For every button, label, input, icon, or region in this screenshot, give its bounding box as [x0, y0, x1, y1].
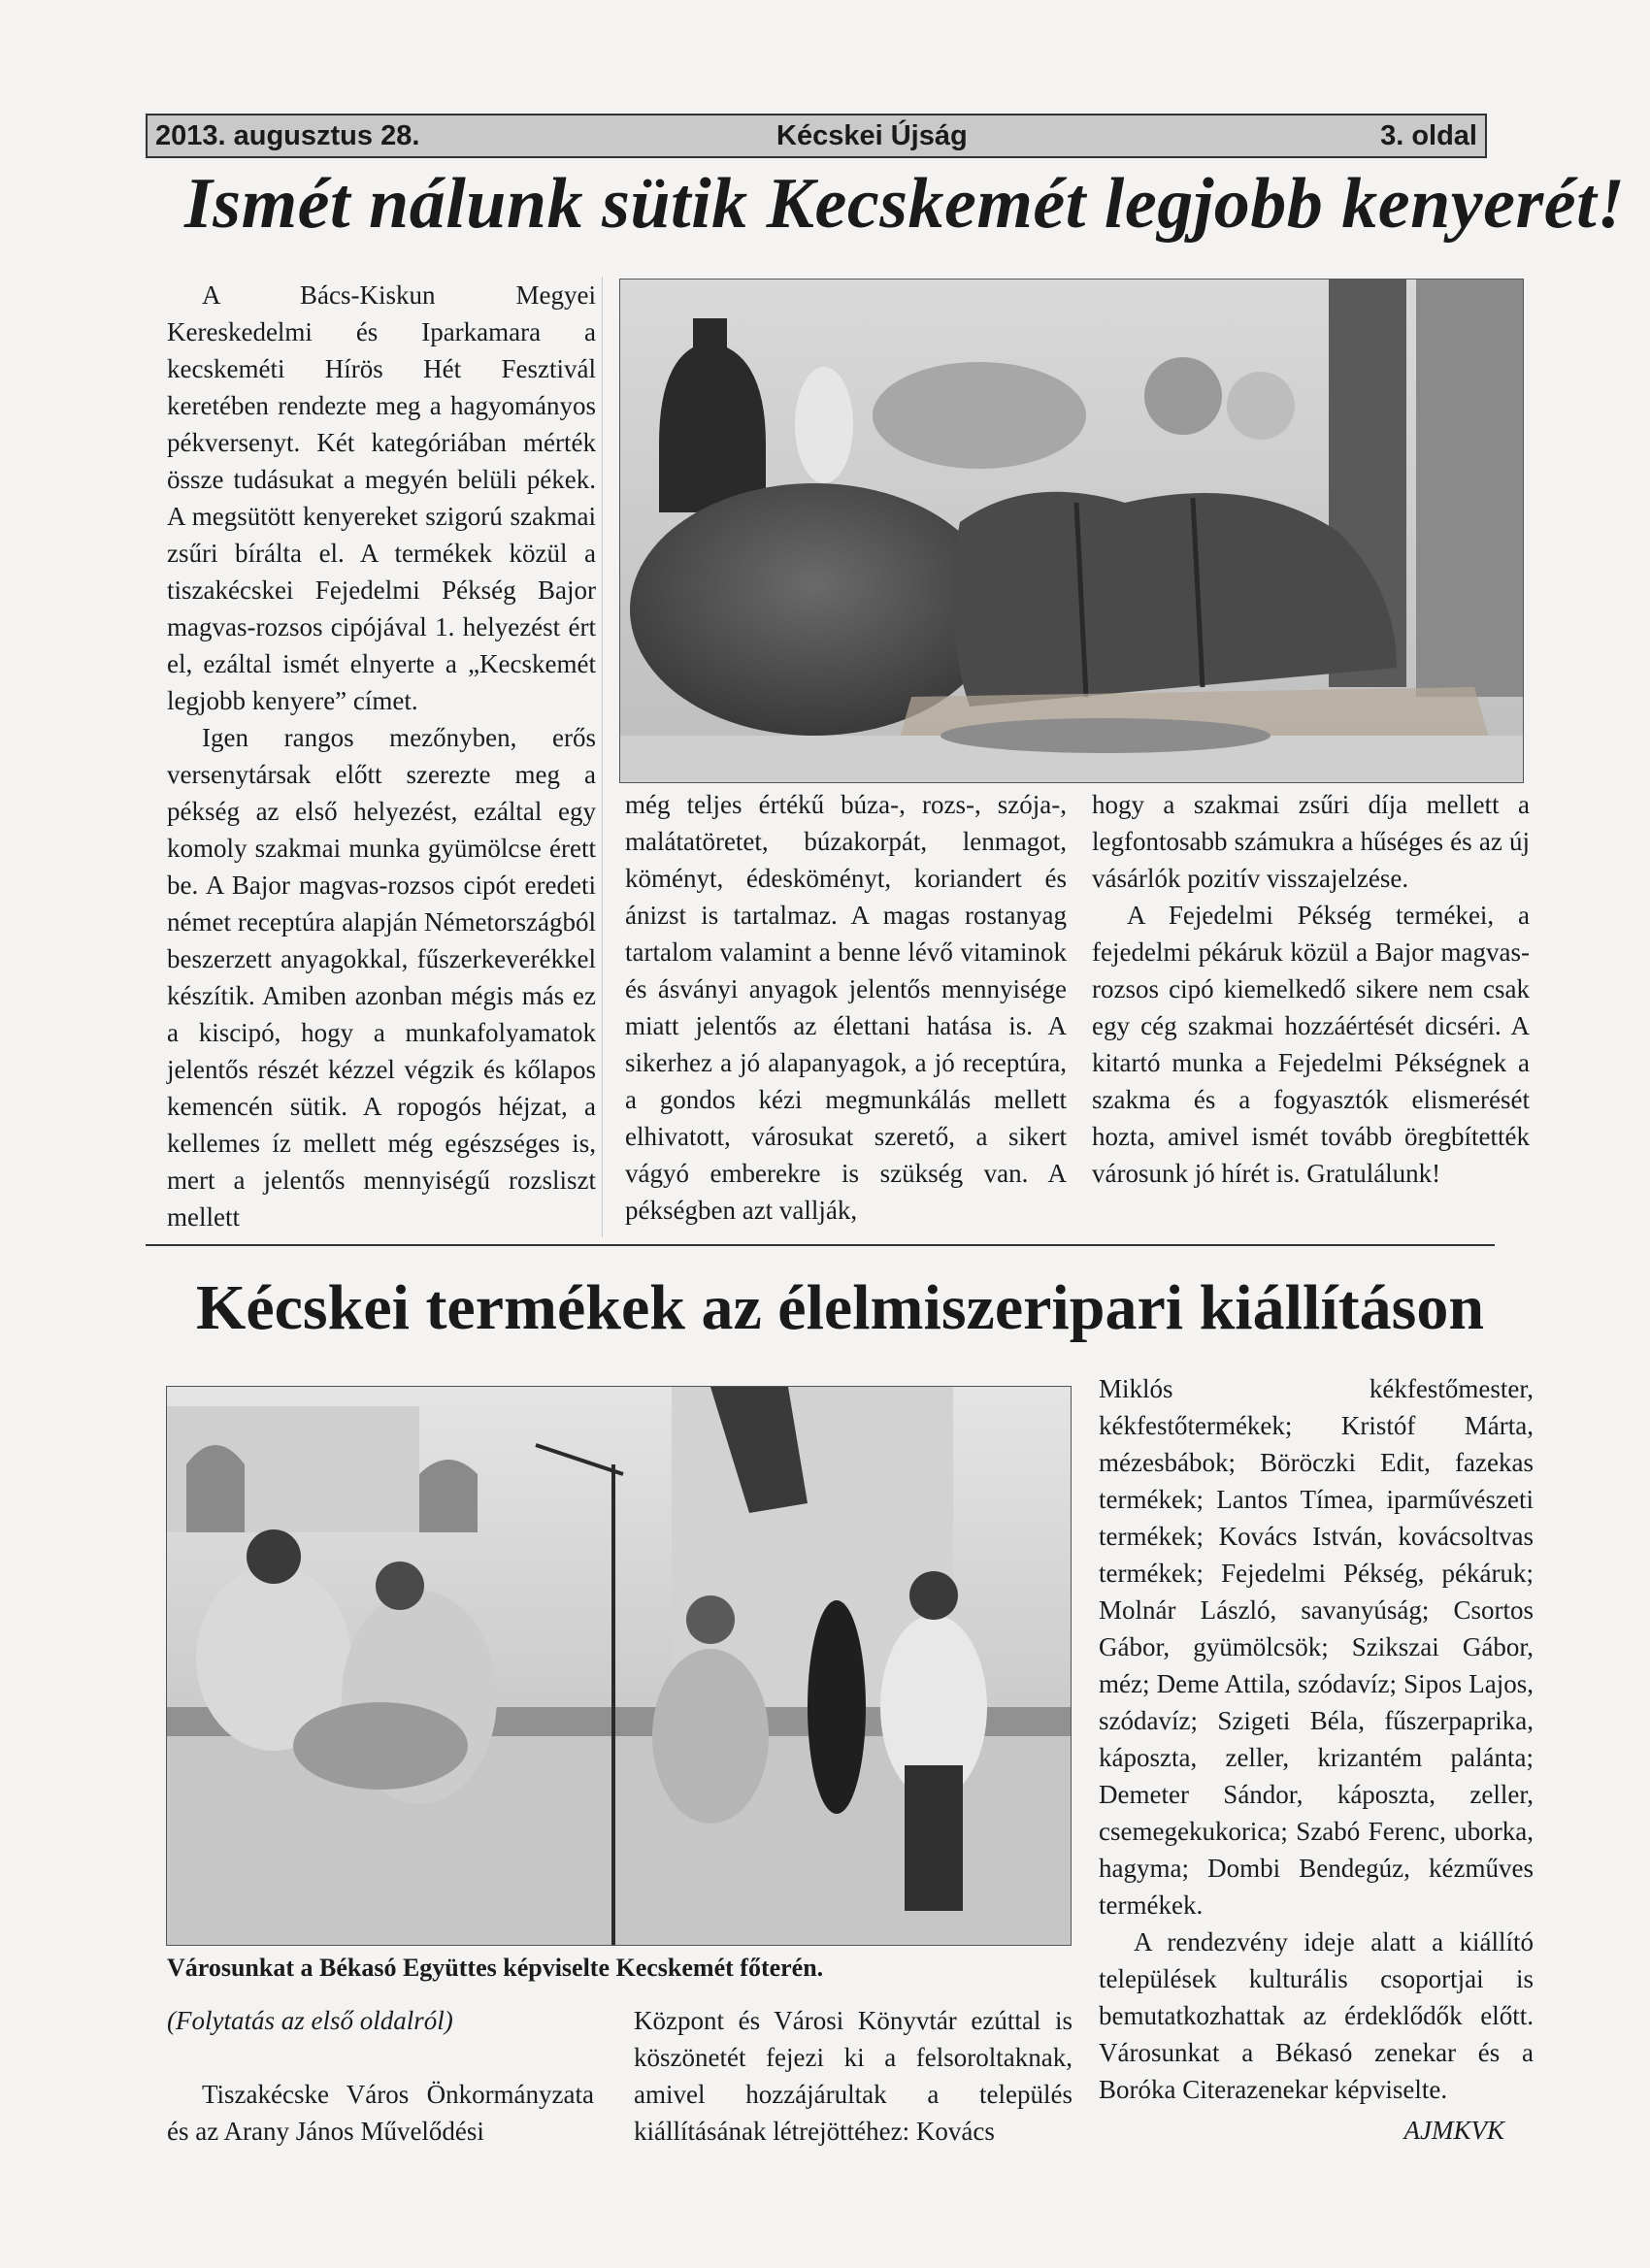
header-page-number: 3. oldal	[1380, 120, 1477, 151]
photo-caption: Városunkat a Békasó Együttes képviselte Kecskemét főterén.	[167, 1954, 824, 1982]
article2-paragraph: Tiszakécske Város Önkormányzata és az Arany János Művelődési	[167, 2080, 594, 2146]
article2-paragraph: Központ és Városi Könyvtár ezúttal is köszönetét fejezi ki a felsoroltaknak, amivel hozzájárultak a település kiállításának létrejöttéhez: Kovács	[634, 2006, 1072, 2146]
article1-column-3	[1092, 786, 1530, 1192]
article2-paragraph: Miklós kékfestőmester, kékfestőtermékek; Kristóf Márta, mézesbábok; Böröczki Edit, fazekas termékek; Lantos Tímea, iparművészeti termékek; Kovács István, kovácsoltvas termékek; Fejedelmi Pékség, pékáruk; Molnár László, savanyúság; Csortos Gábor, gyümölcsök; Szikszai Gábor, méz; Deme Attila, szódavíz; Sipos Lajos, szódavíz; Szigeti Béla, fűszerpaprika, káposzta, zeller, krizantém palánta; Demeter Sándor, káposzta, zeller, csemegekukorica; Szabó Ferenc, uborka, hagyma; Dombi Bendegúz, kézműves termékek.	[1099, 1374, 1534, 1920]
header-date: 2013. augusztus 28.	[155, 120, 420, 151]
article2-paragraph: A rendezvény ideje alatt a kiállító települések kulturális csoportjai is bemutatkozhattak az érdeklődők előtt. Városunkat a Békasó zenekar és a Boróka Citerazenekar képviselte.	[1099, 1927, 1534, 2104]
article2-column-middle	[634, 2002, 1072, 2150]
article1-paragraph: Igen rangos mezőnyben, erős versenytársak előtt szerezte meg a pékség az első helyezést, ezáltal egy komoly szakmai munka gyümölcse érett be. A Bajor magvas-rozsos cipót eredeti német receptúra alapján Németországból beszerzett anyagokkal, fűszerkeverékkel készítik. Amiben azonban mégis más ez a kiscipó, hogy a munkafolyamatok jelentős részét kézzel végzik és kőlapos kemencén sütik. A ropogós héjzat, a kellemes íz mellett még egészséges is, mert a jelentős mennyiségű rozsliszt mellett	[167, 723, 596, 1232]
article1-paragraph: még teljes értékű búza-, rozs-, szója-, malátatöretet, búzakorpát, lenmagot, köményt, édesköményt, koriandert és ánizst is tartalmaz. A magas rostanyag tartalom valamint a benne lévő vitaminok és ásványi anyagok jelentős mennyisége miatt jelentős az élettani hatása is. A sikerhez a jó alapanyagok, a jó receptúra, a gondos kézi megmunkálás mellett elhivatott, városukat szerető, a sikert vágyó emberekre is szükség van. A pékségben azt vallják,	[625, 790, 1067, 1225]
page-header-bar	[146, 114, 1487, 158]
column-divider	[602, 277, 603, 1237]
article2-column-right	[1099, 1370, 1534, 2108]
article1-column-1	[167, 277, 596, 1235]
article2-headline: Kécskei termékek az élelmiszeripari kiállításon	[196, 1272, 1485, 1343]
article1-paragraph: A Fejedelmi Pékség termékei, a fejedelmi pékáruk közül a Bajor magvas-rozsos cipó kiemelkedő sikere nem csak egy cég szakmai hozzáértését dicséri. A kitartó munka a Fejedelmi Pékségnek a szakma és a fogyasztók elismerését hozta, amivel ismét tovább öregbítették városunk jó hírét is. Gratulálunk!	[1092, 901, 1530, 1188]
bread-photo	[619, 279, 1524, 783]
article2-column-left	[167, 2002, 594, 2150]
article1-headline: Ismét nálunk sütik Kecskemét legjobb kenyerét!	[184, 164, 1626, 244]
article1-column-2	[625, 786, 1067, 1229]
header-paper-name: Kécskei Újság	[776, 120, 968, 151]
section-divider	[146, 1244, 1495, 1246]
author-signature: AJMKVK	[1403, 2116, 1504, 2145]
band-performance-photo	[166, 1386, 1072, 1946]
article1-paragraph: A Bács-Kiskun Megyei Kereskedelmi és Iparkamara a kecskeméti Hírös Hét Fesztivál keretében rendezte meg a hagyományos pékversenyt. Két kategóriában mérték össze tudásukat a megyén belüli pékek. A megsütött kenyereket szigorú szakmai zsűri bírálta el. A termékek közül a tiszakécskei Fejedelmi Pékség Bajor magvas-rozsos cipójával 1. helyezést ért el, ezáltal ismét elnyerte a „Kecskemét legjobb kenyere” címet.	[167, 280, 596, 715]
article1-paragraph: hogy a szakmai zsűri díja mellett a legfontosabb számukra a hűséges és az új vásárlók pozitív visszajelzése.	[1092, 790, 1530, 893]
continuation-note: (Folytatás az első oldalról)	[167, 2006, 453, 2035]
